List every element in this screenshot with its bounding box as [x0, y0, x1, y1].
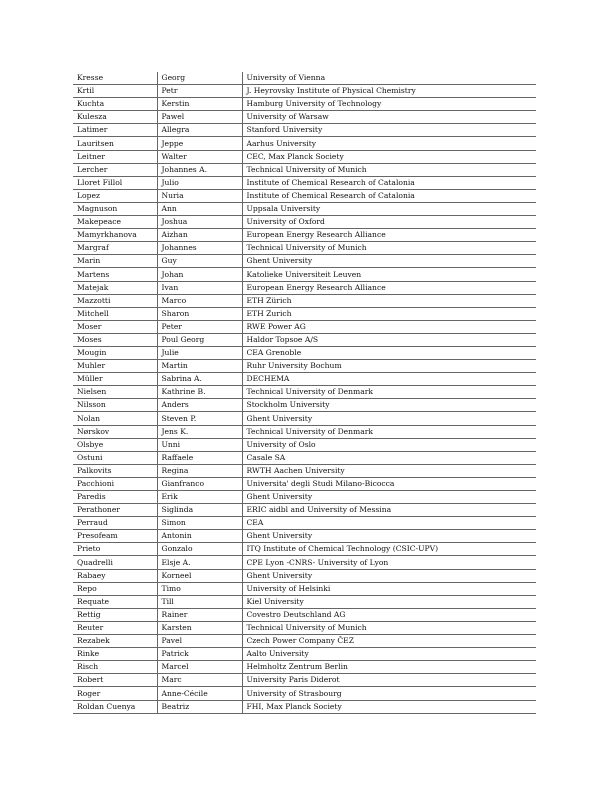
last-name-cell: Nilsson [73, 399, 157, 412]
last-name-cell: Requate [73, 595, 157, 608]
first-name-cell: Ivan [157, 281, 242, 294]
first-name-cell: Kerstin [157, 98, 242, 111]
affiliation-cell: Ghent University [242, 412, 536, 425]
last-name-cell: Repo [73, 582, 157, 595]
first-name-cell: Poul Georg [157, 333, 242, 346]
table-row [73, 477, 536, 490]
last-name-cell: Paredis [73, 491, 157, 504]
table-row [73, 543, 536, 556]
affiliation-cell: Helmholtz Zentrum Berlin [242, 661, 536, 674]
table-row [73, 189, 536, 202]
table-row [73, 307, 536, 320]
first-name-cell: Till [157, 595, 242, 608]
table-row [73, 621, 536, 634]
table-row [73, 176, 536, 189]
last-name-cell: Kresse [73, 72, 157, 85]
table-row [73, 569, 536, 582]
table-row [73, 556, 536, 569]
first-name-cell: Peter [157, 320, 242, 333]
first-name-cell: Gianfranco [157, 477, 242, 490]
table-row [73, 504, 536, 517]
table-row [73, 229, 536, 242]
table-row [73, 687, 536, 700]
first-name-cell: Sharon [157, 307, 242, 320]
first-name-cell: Antonin [157, 530, 242, 543]
table-row [73, 360, 536, 373]
table-row [73, 98, 536, 111]
affiliation-cell: Aarhus University [242, 137, 536, 150]
affiliation-cell: Institute of Chemical Research of Catalonia [242, 176, 536, 189]
first-name-cell: Siglinda [157, 504, 242, 517]
affiliation-cell: ETH Zürich [242, 294, 536, 307]
table-row [73, 700, 536, 713]
last-name-cell: Kuchta [73, 98, 157, 111]
affiliation-cell: Technical University of Munich [242, 163, 536, 176]
last-name-cell: Perathoner [73, 504, 157, 517]
last-name-cell: Roger [73, 687, 157, 700]
affiliation-cell: Czech Power Company ČEZ [242, 635, 536, 648]
table-row [73, 255, 536, 268]
affiliation-cell: Stockholm University [242, 399, 536, 412]
last-name-cell: Nielsen [73, 386, 157, 399]
affiliation-cell: European Energy Research Alliance [242, 229, 536, 242]
affiliation-cell: Haldor Topsoe A/S [242, 333, 536, 346]
table-row [73, 202, 536, 215]
first-name-cell: Julie [157, 346, 242, 359]
first-name-cell: Aizhan [157, 229, 242, 242]
first-name-cell: Johannes A. [157, 163, 242, 176]
table-row [73, 294, 536, 307]
first-name-cell: Timo [157, 582, 242, 595]
table-row [73, 635, 536, 648]
table-row [73, 595, 536, 608]
table-row [73, 346, 536, 359]
first-name-cell: Petr [157, 85, 242, 98]
last-name-cell: Quadrelli [73, 556, 157, 569]
last-name-cell: Rabaey [73, 569, 157, 582]
table-row [73, 137, 536, 150]
first-name-cell: Elsje A. [157, 556, 242, 569]
affiliation-cell: Technical University of Denmark [242, 386, 536, 399]
first-name-cell: Johan [157, 268, 242, 281]
table-row [73, 281, 536, 294]
first-name-cell: Steven P. [157, 412, 242, 425]
affiliation-cell: Ghent University [242, 530, 536, 543]
last-name-cell: Margraf [73, 242, 157, 255]
first-name-cell: Martin [157, 360, 242, 373]
first-name-cell: Marc [157, 674, 242, 687]
first-name-cell: Gonzalo [157, 543, 242, 556]
affiliation-cell: University of Oslo [242, 438, 536, 451]
first-name-cell: Walter [157, 150, 242, 163]
affiliation-cell: University of Vienna [242, 72, 536, 85]
table-row [73, 491, 536, 504]
affiliation-cell: University of Helsinki [242, 582, 536, 595]
table-row [73, 333, 536, 346]
first-name-cell: Joshua [157, 216, 242, 229]
first-name-cell: Korneel [157, 569, 242, 582]
table-row [73, 111, 536, 124]
first-name-cell: Johannes [157, 242, 242, 255]
table-row [73, 517, 536, 530]
last-name-cell: Mougin [73, 346, 157, 359]
first-name-cell: Erik [157, 491, 242, 504]
table-row [73, 412, 536, 425]
first-name-cell: Guy [157, 255, 242, 268]
first-name-cell: Karsten [157, 621, 242, 634]
first-name-cell: Anders [157, 399, 242, 412]
first-name-cell: Unni [157, 438, 242, 451]
first-name-cell: Allegra [157, 124, 242, 137]
affiliation-cell: ETH Zurich [242, 307, 536, 320]
participants-table-container [73, 72, 536, 714]
last-name-cell: Rinke [73, 648, 157, 661]
table-row [73, 124, 536, 137]
affiliation-cell: CEA [242, 517, 536, 530]
affiliation-cell: DECHEMA [242, 373, 536, 386]
affiliation-cell: RWTH Aachen University [242, 464, 536, 477]
participants-table [73, 72, 536, 714]
first-name-cell: Georg [157, 72, 242, 85]
affiliation-cell: University of Oxford [242, 216, 536, 229]
last-name-cell: Palkovits [73, 464, 157, 477]
table-row [73, 268, 536, 281]
table-row [73, 608, 536, 621]
last-name-cell: Nolan [73, 412, 157, 425]
last-name-cell: Moses [73, 333, 157, 346]
first-name-cell: Marcel [157, 661, 242, 674]
table-row [73, 386, 536, 399]
affiliation-cell: Kiel University [242, 595, 536, 608]
table-row [73, 674, 536, 687]
last-name-cell: Moser [73, 320, 157, 333]
affiliation-cell: University of Strasbourg [242, 687, 536, 700]
last-name-cell: Robert [73, 674, 157, 687]
last-name-cell: Prieto [73, 543, 157, 556]
affiliation-cell: Aalto University [242, 648, 536, 661]
last-name-cell: Leitner [73, 150, 157, 163]
participants-table-body [73, 72, 536, 713]
affiliation-cell: ITQ Institute of Chemical Technology (CSIC-UPV) [242, 543, 536, 556]
last-name-cell: Ostuni [73, 451, 157, 464]
last-name-cell: Pacchioni [73, 477, 157, 490]
table-row [73, 399, 536, 412]
affiliation-cell: Technical University of Denmark [242, 425, 536, 438]
affiliation-cell: Casale SA [242, 451, 536, 464]
affiliation-cell: Stanford University [242, 124, 536, 137]
last-name-cell: Mamyrkhanova [73, 229, 157, 242]
affiliation-cell: CEC, Max Planck Society [242, 150, 536, 163]
last-name-cell: Krtil [73, 85, 157, 98]
last-name-cell: Nørskov [73, 425, 157, 438]
affiliation-cell: Covestro Deutschland AG [242, 608, 536, 621]
affiliation-cell: Hamburg University of Technology [242, 98, 536, 111]
table-row [73, 661, 536, 674]
first-name-cell: Pavel [157, 635, 242, 648]
table-row [73, 464, 536, 477]
first-name-cell: Nuria [157, 189, 242, 202]
table-row [73, 85, 536, 98]
last-name-cell: Lloret Fillol [73, 176, 157, 189]
affiliation-cell: FHI, Max Planck Society [242, 700, 536, 713]
affiliation-cell: European Energy Research Alliance [242, 281, 536, 294]
last-name-cell: Lopez [73, 189, 157, 202]
table-row [73, 72, 536, 85]
first-name-cell: Anne-Cécile [157, 687, 242, 700]
affiliation-cell: University of Warsaw [242, 111, 536, 124]
last-name-cell: Risch [73, 661, 157, 674]
first-name-cell: Ann [157, 202, 242, 215]
affiliation-cell: Universita' degli Studi Milano-Bicocca [242, 477, 536, 490]
last-name-cell: Mitchell [73, 307, 157, 320]
affiliation-cell: J. Heyrovsky Institute of Physical Chemistry [242, 85, 536, 98]
last-name-cell: Martens [73, 268, 157, 281]
first-name-cell: Jeppe [157, 137, 242, 150]
last-name-cell: Magnuson [73, 202, 157, 215]
table-row [73, 530, 536, 543]
table-row [73, 438, 536, 451]
last-name-cell: Perraud [73, 517, 157, 530]
table-row [73, 451, 536, 464]
last-name-cell: Lercher [73, 163, 157, 176]
affiliation-cell: Institute of Chemical Research of Catalonia [242, 189, 536, 202]
affiliation-cell: Ghent University [242, 491, 536, 504]
first-name-cell: Patrick [157, 648, 242, 661]
affiliation-cell: CEA Grenoble [242, 346, 536, 359]
affiliation-cell: Uppsala University [242, 202, 536, 215]
first-name-cell: Simon [157, 517, 242, 530]
table-row [73, 425, 536, 438]
last-name-cell: Olsbye [73, 438, 157, 451]
affiliation-cell: Technical University of Munich [242, 621, 536, 634]
first-name-cell: Marco [157, 294, 242, 307]
affiliation-cell: RWE Power AG [242, 320, 536, 333]
affiliation-cell: Katolieke Universiteit Leuven [242, 268, 536, 281]
first-name-cell: Kathrine B. [157, 386, 242, 399]
last-name-cell: Reuter [73, 621, 157, 634]
table-row [73, 320, 536, 333]
last-name-cell: Presofeam [73, 530, 157, 543]
table-row [73, 216, 536, 229]
last-name-cell: Roldan Cuenya [73, 700, 157, 713]
first-name-cell: Rainer [157, 608, 242, 621]
affiliation-cell: Ghent University [242, 255, 536, 268]
last-name-cell: Marin [73, 255, 157, 268]
first-name-cell: Jens K. [157, 425, 242, 438]
last-name-cell: Rettig [73, 608, 157, 621]
last-name-cell: Kulesza [73, 111, 157, 124]
affiliation-cell: ERIC aidbl and University of Messina [242, 504, 536, 517]
first-name-cell: Regina [157, 464, 242, 477]
affiliation-cell: CPE Lyon -CNRS- University of Lyon [242, 556, 536, 569]
table-row [73, 163, 536, 176]
last-name-cell: Müller [73, 373, 157, 386]
first-name-cell: Julio [157, 176, 242, 189]
first-name-cell: Pawel [157, 111, 242, 124]
affiliation-cell: Technical University of Munich [242, 242, 536, 255]
first-name-cell: Beatriz [157, 700, 242, 713]
last-name-cell: Makepeace [73, 216, 157, 229]
table-row [73, 582, 536, 595]
affiliation-cell: Ghent University [242, 569, 536, 582]
table-row [73, 373, 536, 386]
table-row [73, 150, 536, 163]
first-name-cell: Sabrina A. [157, 373, 242, 386]
table-row [73, 242, 536, 255]
affiliation-cell: Ruhr University Bochum [242, 360, 536, 373]
affiliation-cell: University Paris Diderot [242, 674, 536, 687]
last-name-cell: Latimer [73, 124, 157, 137]
last-name-cell: Muhler [73, 360, 157, 373]
last-name-cell: Matejak [73, 281, 157, 294]
last-name-cell: Mazzotti [73, 294, 157, 307]
last-name-cell: Rezabek [73, 635, 157, 648]
table-row [73, 648, 536, 661]
last-name-cell: Lauritsen [73, 137, 157, 150]
first-name-cell: Raffaele [157, 451, 242, 464]
